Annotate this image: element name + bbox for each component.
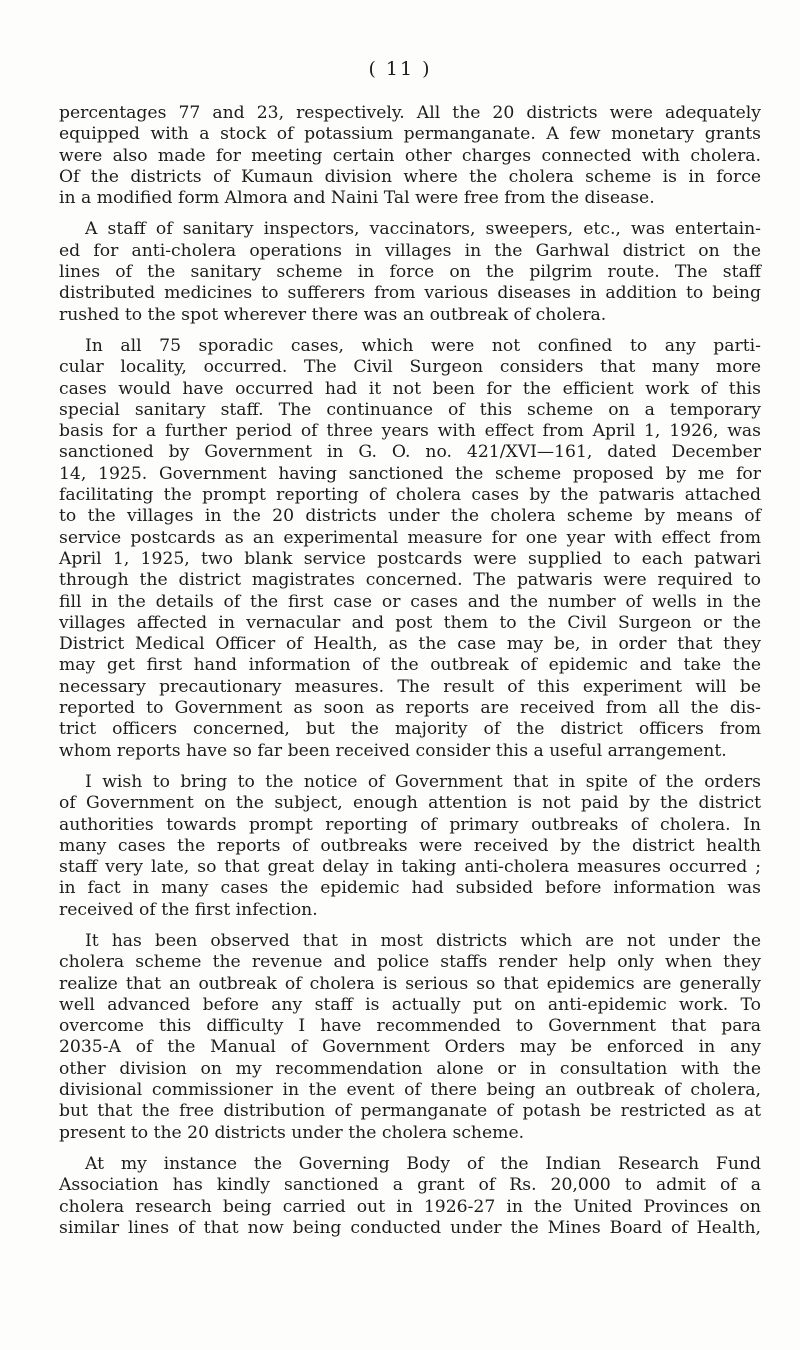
text-line: It has been observed that in most districts which are not under the [85,930,761,951]
text-line: A staff of sanitary inspectors, vaccinators, sweepers, etc., was entertain- [85,219,761,240]
text-line: staff very late, so that great delay in taking anti-cholera measures occurred ; [59,857,761,878]
text-line: ed for anti-cholera operations in villages in the Garhwal district on the [59,240,761,261]
text-line: received of the first infection. [59,899,318,920]
text-line: other division on my recommendation alone or in consultation with the [59,1058,761,1079]
text-line: of Government on the subject, enough attention is not paid by the district [59,793,761,814]
text-line: whom reports have so far been received consider this a useful arrangement. [59,740,727,761]
paragraph [59,772,761,921]
text-line: realize that an outbreak of cholera is serious so that epidemics are generally [59,973,761,994]
text-line: villages affected in vernacular and post them to the Civil Surgeon or the [59,612,761,633]
paragraph [59,219,761,325]
text-line: facilitating the prompt reporting of cholera cases by the patwaris attached [59,485,761,506]
text-line: Of the districts of Kumaun division where the cholera scheme is in force [59,166,761,187]
text-line: similar lines of that now being conducted under the Mines Board of Health, [59,1217,761,1238]
text-line: In all 75 sporadic cases, which were not confined to any parti- [85,335,761,356]
text-line: basis for a further period of three years with effect from April 1, 1926, was [59,421,761,442]
text-line: were also made for meeting certain other charges connected with cholera. [59,145,761,166]
text-line: to the villages in the 20 districts under the cholera scheme by means of [59,506,761,527]
text-line: but that the free distribution of permanganate of potash be restricted as at [59,1101,761,1122]
text-line: through the district magistrates concerned. The patwaris were required to [59,570,761,591]
text-line: equipped with a stock of potassium permanganate. A few monetary grants [59,124,761,145]
text-line: authorities towards prompt reporting of primary outbreaks of cholera. In [59,814,761,835]
text-line: 2035-A of the Manual of Government Orders may be enforced in any [59,1037,761,1058]
body-text [59,103,761,1239]
text-line: I wish to bring to the notice of Government that in spite of the orders [85,771,761,792]
text-line: cases would have occurred had it not been for the efficient work of this [59,378,761,399]
paragraph [59,103,761,209]
text-line: lines of the sanitary scheme in force on the pilgrim route. The staff [59,262,761,283]
text-line: in fact in many cases the epidemic had subsided before information was [59,878,761,899]
text-line: Association has kindly sanctioned a grant of Rs. 20,000 to admit of a [59,1175,761,1196]
text-line: reported to Government as soon as reports are received from all the dis- [59,698,761,719]
text-line: in a modified form Almora and Naini Tal were free from the disease. [59,188,655,209]
text-line: At my instance the Governing Body of the Indian Research Fund [85,1153,761,1174]
text-line: special sanitary staff. The continuance of this scheme on a temporary [59,399,761,420]
text-line: trict officers concerned, but the majority of the district officers from [59,719,761,740]
text-line: service postcards as an experimental measure for one year with effect from [59,527,761,548]
text-line: cular locality, occurred. The Civil Surgeon considers that many more [59,357,761,378]
paragraph [59,336,761,762]
text-line: April 1, 1925, two blank service postcards were supplied to each patwari [59,548,761,569]
text-line: cholera scheme the revenue and police staffs render help only when they [59,952,761,973]
text-line: overcome this difficulty I have recommended to Government that para [59,1016,761,1037]
paragraph [59,1154,761,1239]
text-line: may get first hand information of the outbreak of epidemic and take the [59,655,761,676]
text-line: divisional commissioner in the event of there being an outbreak of cholera, [59,1080,761,1101]
page-number: ( 11 ) [368,58,432,80]
text-line: District Medical Officer of Health, as the case may be, in order that they [59,634,761,655]
text-line: cholera research being carried out in 1926-27 in the United Provinces on [59,1196,761,1217]
text-line: well advanced before any staff is actually put on anti-epidemic work. To [59,994,761,1015]
text-line: fill in the details of the first case or cases and the number of wells in the [59,591,761,612]
text-line: necessary precautionary measures. The result of this experiment will be [59,676,761,697]
text-line: present to the 20 districts under the cholera scheme. [59,1122,525,1143]
text-line: many cases the reports of outbreaks were received by the district health [59,835,761,856]
text-line: percentages 77 and 23, respectively. All the 20 districts were adequately [59,103,761,123]
text-line: 14, 1925. Government having sanctioned the scheme proposed by me for [59,463,761,484]
text-line: distributed medicines to sufferers from various diseases in addition to being [59,283,761,304]
text-line: sanctioned by Government in G. O. no. 421/XVI—161, dated December [59,442,761,463]
paragraph [59,931,761,1144]
text-line: rushed to the spot wherever there was an outbreak of cholera. [59,304,607,325]
